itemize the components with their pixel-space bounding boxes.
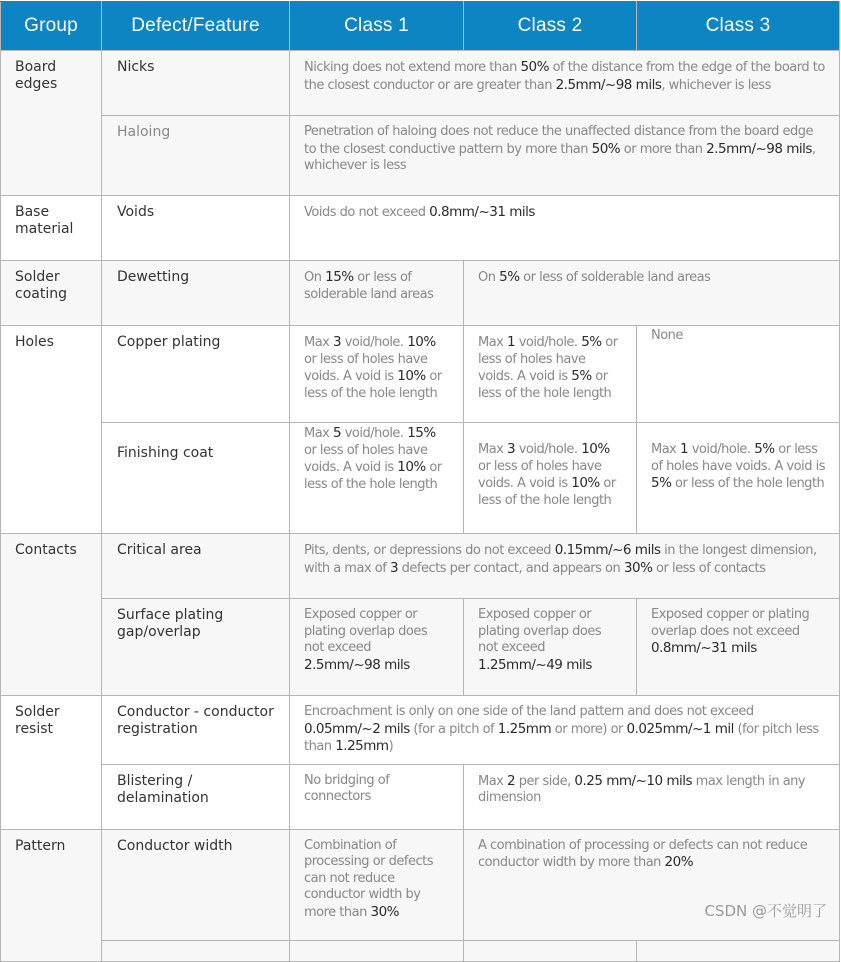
table-row: [1, 261, 840, 326]
emphasized-value: 20%: [664, 854, 694, 870]
emphasized-value: 1: [680, 441, 689, 457]
criteria-next-cutoff-class-3: [637, 940, 840, 961]
criteria-haloing-all-classes: Penetration of haloing does not reduce the unaffected distance from the board edge to the closest conductive pattern by more than 50% or more than 2.5mm/~98 mils, whichever is less: [290, 116, 840, 196]
emphasized-value: 3: [507, 441, 516, 457]
emphasized-value: 1: [507, 334, 516, 350]
group-solder-resist: Solder resist: [1, 696, 102, 830]
group-board-edges: Board edges: [1, 51, 102, 196]
table-row: [1, 116, 840, 196]
defect-blistering: Blistering / delamination: [102, 764, 290, 829]
emphasized-value: 0.8mm/~31 mils: [651, 640, 757, 656]
criteria-dewetting-class-2-3: On 5% or less of solderable land areas: [464, 261, 840, 326]
table-row: [1, 326, 840, 423]
defect-voids: Voids: [102, 196, 290, 261]
table-row: [1, 764, 840, 829]
criteria-voids-all-classes: Voids do not exceed 0.8mm/~31 mils: [290, 196, 840, 261]
header-defect-feature: Defect/Feature: [102, 2, 290, 51]
group-holes: Holes: [1, 326, 102, 534]
emphasized-value: 1.25mm: [497, 720, 552, 737]
group-base-material: Base material: [1, 196, 102, 261]
criteria-next-cutoff-class-2: [464, 940, 637, 961]
header-group: Group: [1, 2, 102, 51]
criteria-finishing-coat-class-2: Max 3 void/hole. 10% or less of holes have voids. A void is 10% or less of the hole length: [464, 423, 637, 534]
header-class-1: Class 1: [290, 2, 464, 51]
criteria-finishing-coat-class-3: Max 1 void/hole. 5% or less of holes have voids. A void is 5% or less of the hole length: [637, 423, 840, 534]
criteria-next-cutoff-class-1: [290, 940, 464, 961]
table-row: [1, 829, 840, 940]
defect-surface-plating: Surface plating gap/overlap: [102, 599, 290, 696]
header-class-2: Class 2: [464, 2, 637, 51]
emphasized-value: 1.25mm: [335, 738, 389, 754]
criteria-surface-plating-class-2: Exposed copper or plating overlap does not exceed 1.25mm/~49 mils: [464, 599, 637, 696]
criteria-surface-plating-class-1: Exposed copper or plating overlap does not exceed 2.5mm/~98 mils: [290, 599, 464, 696]
group-solder-coating: Solder coating: [1, 261, 102, 326]
emphasized-value: 10%: [407, 334, 436, 350]
emphasized-value: 50%: [520, 59, 549, 75]
emphasized-value: 30%: [370, 903, 399, 920]
emphasized-value: 2.5mm/~98 mils: [304, 656, 410, 673]
defect-critical-area: Critical area: [102, 534, 290, 599]
criteria-copper-plating-class-1: Max 3 void/hole. 10% or less of holes have voids. A void is 10% or less of the hole length: [290, 326, 464, 423]
emphasized-value: 0.025mm/~1 mil: [626, 720, 734, 737]
emphasized-value: 5%: [499, 269, 520, 285]
table-row: [1, 696, 840, 765]
criteria-copper-plating-class-3: None: [637, 326, 840, 423]
emphasized-value: 2.5mm/~98 mils: [706, 140, 812, 157]
emphasized-value: 10%: [571, 475, 600, 491]
emphasized-value: 3: [389, 559, 399, 576]
criteria-conductor-width-class-2-3: A combination of processing or defects can not reduce conductor width by more than 20%: [464, 829, 840, 940]
emphasized-value: 15%: [325, 269, 354, 285]
watermark: CSDN @不觉明了: [704, 902, 827, 920]
defect-copper-plating: Copper plating: [102, 326, 290, 423]
emphasized-value: 30%: [623, 559, 653, 576]
criteria-critical-area-all-classes: Pits, dents, or depressions do not exceed 0.15mm/~6 mils in the longest dimension, with a max of 3 defects per contact, and appears on 30% or less of contacts: [290, 534, 840, 599]
emphasized-value: 0.05mm/~2 mils: [304, 720, 410, 737]
emphasized-value: 5%: [571, 368, 592, 384]
defect-conductor-registration: Conductor - conductor registration: [102, 696, 290, 765]
defect-haloing: Haloing: [102, 116, 290, 196]
defect-dewetting: Dewetting: [102, 261, 290, 326]
table-row: [1, 534, 840, 599]
criteria-blistering-class-1: No bridging of connectors: [290, 764, 464, 829]
emphasized-value: 3: [333, 334, 342, 350]
table-row-partial: [1, 940, 840, 961]
table-row: [1, 599, 840, 696]
emphasized-value: 5%: [651, 475, 672, 491]
criteria-copper-plating-class-2: Max 1 void/hole. 5% or less of holes have voids. A void is 5% or less of the hole length: [464, 326, 637, 423]
emphasized-value: 10%: [397, 459, 426, 475]
criteria-conductor-registration-all-classes: Encroachment is only on one side of the land pattern and does not exceed 0.05mm/~2 mils (for a pitch of 1.25mm or more) or 0.025mm/~1 mil (for pitch less than 1.25mm): [290, 696, 840, 765]
emphasized-value: 0.25 mm/~10 mils: [574, 772, 693, 789]
header-row: [1, 2, 840, 51]
emphasized-value: 50%: [591, 140, 621, 157]
emphasized-value: 2.5mm/~98 mils: [555, 76, 662, 93]
emphasized-value: 0.8mm/~31 mils: [429, 204, 535, 220]
criteria-finishing-coat-class-1: Max 5 void/hole. 15% or less of holes have voids. A void is 10% or less of the hole length: [290, 423, 464, 534]
emphasized-value: 10%: [397, 368, 426, 384]
group-contacts: Contacts: [1, 534, 102, 696]
header-class-3: Class 3: [637, 2, 840, 51]
defect-finishing-coat: Finishing coat: [102, 423, 290, 534]
table-row: [1, 196, 840, 261]
pcb-defect-acceptance-table: [0, 1, 840, 962]
defect-conductor-width: Conductor width: [102, 829, 290, 940]
emphasized-value: 1.25mm/~49 mils: [478, 656, 592, 673]
emphasized-value: 5%: [754, 441, 775, 457]
defect-nicks: Nicks: [102, 51, 290, 116]
criteria-dewetting-class-1: On 15% or less of solderable land areas: [290, 261, 464, 326]
emphasized-value: 5: [333, 425, 342, 441]
criteria-surface-plating-class-3: Exposed copper or plating overlap does not exceed 0.8mm/~31 mils: [637, 599, 840, 696]
table-row: [1, 423, 840, 534]
criteria-conductor-width-class-1: Combination of processing or defects can not reduce conductor width by more than 30%: [290, 829, 464, 940]
group-pattern: Pattern: [1, 829, 102, 961]
emphasized-value: 0.15mm/~6 mils: [554, 542, 661, 558]
table-row: [1, 51, 840, 116]
emphasized-value: 15%: [407, 425, 436, 441]
emphasized-value: 5%: [581, 334, 602, 350]
emphasized-value: 10%: [581, 441, 610, 457]
emphasized-value: 2: [507, 772, 516, 789]
criteria-blistering-class-2-3: Max 2 per side, 0.25 mm/~10 mils max length in any dimension: [464, 764, 840, 829]
criteria-nicks-all-classes: Nicking does not extend more than 50% of the distance from the edge of the board to the closest conductor or are greater than 2.5mm/~98 mils, whichever is less: [290, 51, 840, 116]
defect-next-cutoff: [102, 940, 290, 961]
